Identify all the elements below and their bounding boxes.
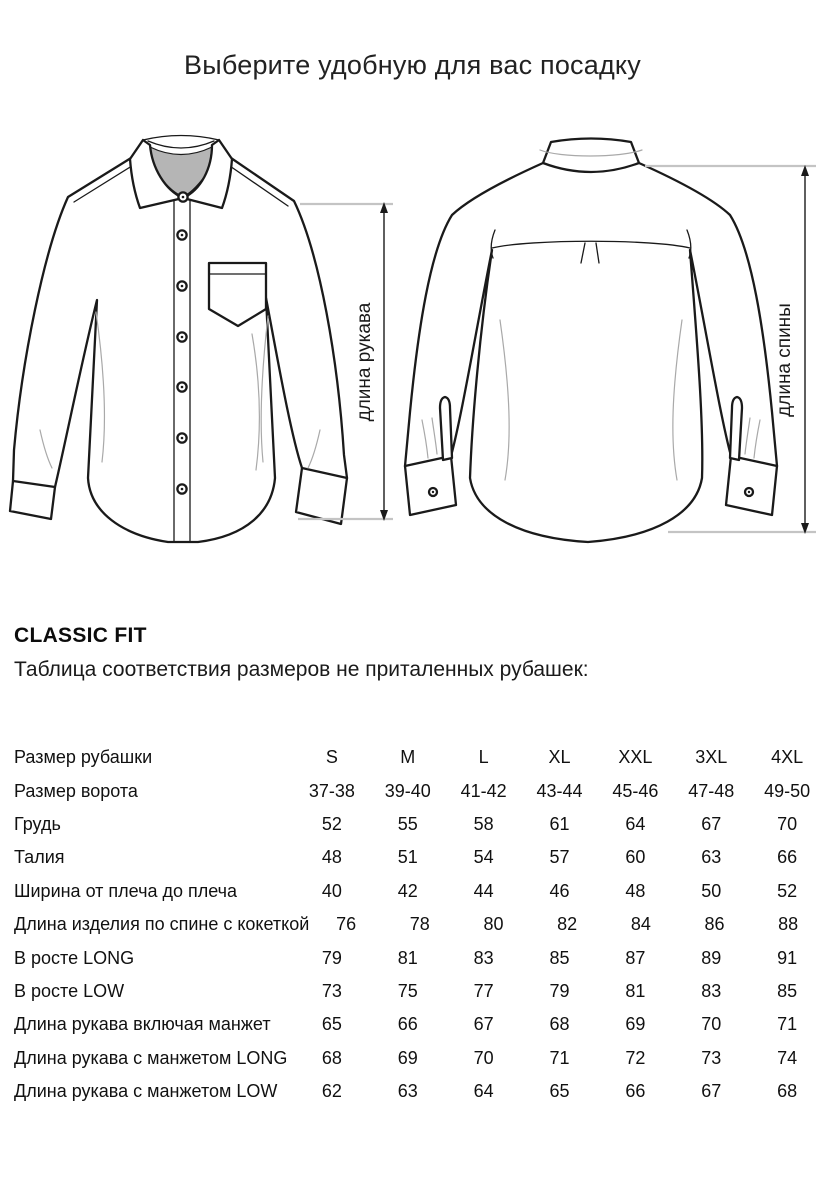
size-cell: 83 xyxy=(473,947,494,968)
shirt-front-illustration xyxy=(10,136,347,543)
size-cell: 76 xyxy=(336,914,357,935)
size-cell: 42 xyxy=(397,880,418,901)
size-cell: 72 xyxy=(625,1047,646,1068)
row-label: Длина изделия по спине с кокеткой xyxy=(14,914,310,935)
size-cell: 40 xyxy=(321,880,342,901)
table-row xyxy=(0,875,825,908)
size-cell: 47-48 xyxy=(688,780,735,801)
size-cell: 3XL xyxy=(695,747,728,768)
size-cell: 60 xyxy=(625,847,646,868)
section-subtitle: Таблица соответствия размеров не приталенных рубашек: xyxy=(14,658,589,681)
size-cell: 81 xyxy=(625,980,646,1001)
size-cell: 68 xyxy=(321,1047,342,1068)
row-label: Размер ворота xyxy=(14,780,138,801)
size-cell: 68 xyxy=(549,1014,570,1035)
size-cell: 44 xyxy=(473,880,494,901)
size-cell: 73 xyxy=(701,1047,722,1068)
size-cell: 81 xyxy=(397,947,418,968)
size-cell: 73 xyxy=(321,980,342,1001)
size-cell: 48 xyxy=(321,847,342,868)
size-cell: 37-38 xyxy=(308,780,355,801)
size-cell: 51 xyxy=(397,847,418,868)
back-length-label: длина спины xyxy=(774,303,795,417)
table-row xyxy=(0,941,825,974)
size-cell: 50 xyxy=(701,880,722,901)
size-cell: 79 xyxy=(321,947,342,968)
table-row xyxy=(0,808,825,841)
size-cell: 91 xyxy=(777,947,798,968)
size-cell: L xyxy=(478,747,489,768)
size-cell: 75 xyxy=(397,980,418,1001)
size-cell: 68 xyxy=(777,1081,798,1102)
size-cell: 88 xyxy=(778,914,799,935)
size-cell: 71 xyxy=(549,1047,570,1068)
size-cell: 83 xyxy=(701,980,722,1001)
size-cell: 89 xyxy=(701,947,722,968)
size-cell: 45-46 xyxy=(612,780,659,801)
row-label: Ширина от плеча до плеча xyxy=(14,880,238,901)
size-cell: 79 xyxy=(549,980,570,1001)
size-cell: 80 xyxy=(483,914,504,935)
size-cell: 63 xyxy=(701,847,722,868)
size-cell: 52 xyxy=(321,813,342,834)
row-label: Длина рукава включая манжет xyxy=(14,1014,271,1035)
row-label: Длина рукава с манжетом LOW xyxy=(14,1081,278,1102)
size-cell: 62 xyxy=(321,1081,342,1102)
size-cell: XXL xyxy=(618,747,653,768)
size-cell: 71 xyxy=(777,1014,798,1035)
size-cell: 55 xyxy=(397,813,418,834)
table-row xyxy=(0,1042,825,1075)
size-cell: 87 xyxy=(625,947,646,968)
size-cell: 86 xyxy=(704,914,725,935)
size-cell: 77 xyxy=(473,980,494,1001)
page-title: Выберите удобную для вас посадку xyxy=(184,50,641,80)
size-cell: 63 xyxy=(397,1081,418,1102)
size-cell: 65 xyxy=(321,1014,342,1035)
size-cell: 69 xyxy=(625,1014,646,1035)
size-cell: XL xyxy=(548,747,571,768)
size-cell: S xyxy=(325,747,338,768)
size-cell: 70 xyxy=(701,1014,722,1035)
table-row xyxy=(0,741,825,774)
size-cell: 64 xyxy=(625,813,646,834)
size-cell: 46 xyxy=(549,880,570,901)
row-label: В росте LOW xyxy=(14,980,125,1001)
sleeve-length-label: длина рукава xyxy=(354,302,375,422)
size-cell: 67 xyxy=(701,813,722,834)
size-cell: 69 xyxy=(397,1047,418,1068)
size-cell: M xyxy=(400,747,416,768)
size-cell: 41-42 xyxy=(460,780,507,801)
table-row xyxy=(0,1008,825,1041)
table-row xyxy=(0,1075,825,1108)
table-row xyxy=(0,774,825,807)
row-label: Талия xyxy=(14,847,65,868)
size-cell: 70 xyxy=(777,813,798,834)
size-cell: 82 xyxy=(557,914,578,935)
row-label: В росте LONG xyxy=(14,947,135,968)
size-cell: 43-44 xyxy=(536,780,583,801)
size-cell: 84 xyxy=(630,914,651,935)
size-cell: 74 xyxy=(777,1047,798,1068)
size-cell: 78 xyxy=(409,914,430,935)
size-cell: 66 xyxy=(625,1081,646,1102)
size-cell: 4XL xyxy=(771,747,804,768)
size-cell: 70 xyxy=(473,1047,494,1068)
row-label: Грудь xyxy=(14,813,61,834)
size-cell: 49-50 xyxy=(764,780,811,801)
size-cell: 67 xyxy=(473,1014,494,1035)
size-cell: 66 xyxy=(777,847,798,868)
size-cell: 85 xyxy=(549,947,570,968)
shirt-back-illustration xyxy=(405,139,777,543)
table-row xyxy=(0,908,825,941)
size-cell: 61 xyxy=(549,813,570,834)
table-row xyxy=(0,975,825,1008)
size-cell: 64 xyxy=(473,1081,494,1102)
size-cell: 85 xyxy=(777,980,798,1001)
size-cell: 57 xyxy=(549,847,570,868)
size-cell: 39-40 xyxy=(384,780,431,801)
size-cell: 58 xyxy=(473,813,494,834)
size-cell: 67 xyxy=(701,1081,722,1102)
size-cell: 66 xyxy=(397,1014,418,1035)
table-row xyxy=(0,841,825,874)
right-cuff-placket xyxy=(730,397,742,460)
section-heading: CLASSIC FIT xyxy=(14,624,147,647)
size-cell: 65 xyxy=(549,1081,570,1102)
row-label: Размер рубашки xyxy=(14,747,153,768)
size-table xyxy=(0,741,825,1108)
size-table-body xyxy=(0,741,825,1108)
left-cuff-placket xyxy=(440,397,452,460)
row-label: Длина рукава с манжетом LONG xyxy=(14,1047,288,1068)
size-cell: 54 xyxy=(473,847,494,868)
size-cell: 48 xyxy=(625,880,646,901)
size-cell: 52 xyxy=(777,880,798,901)
